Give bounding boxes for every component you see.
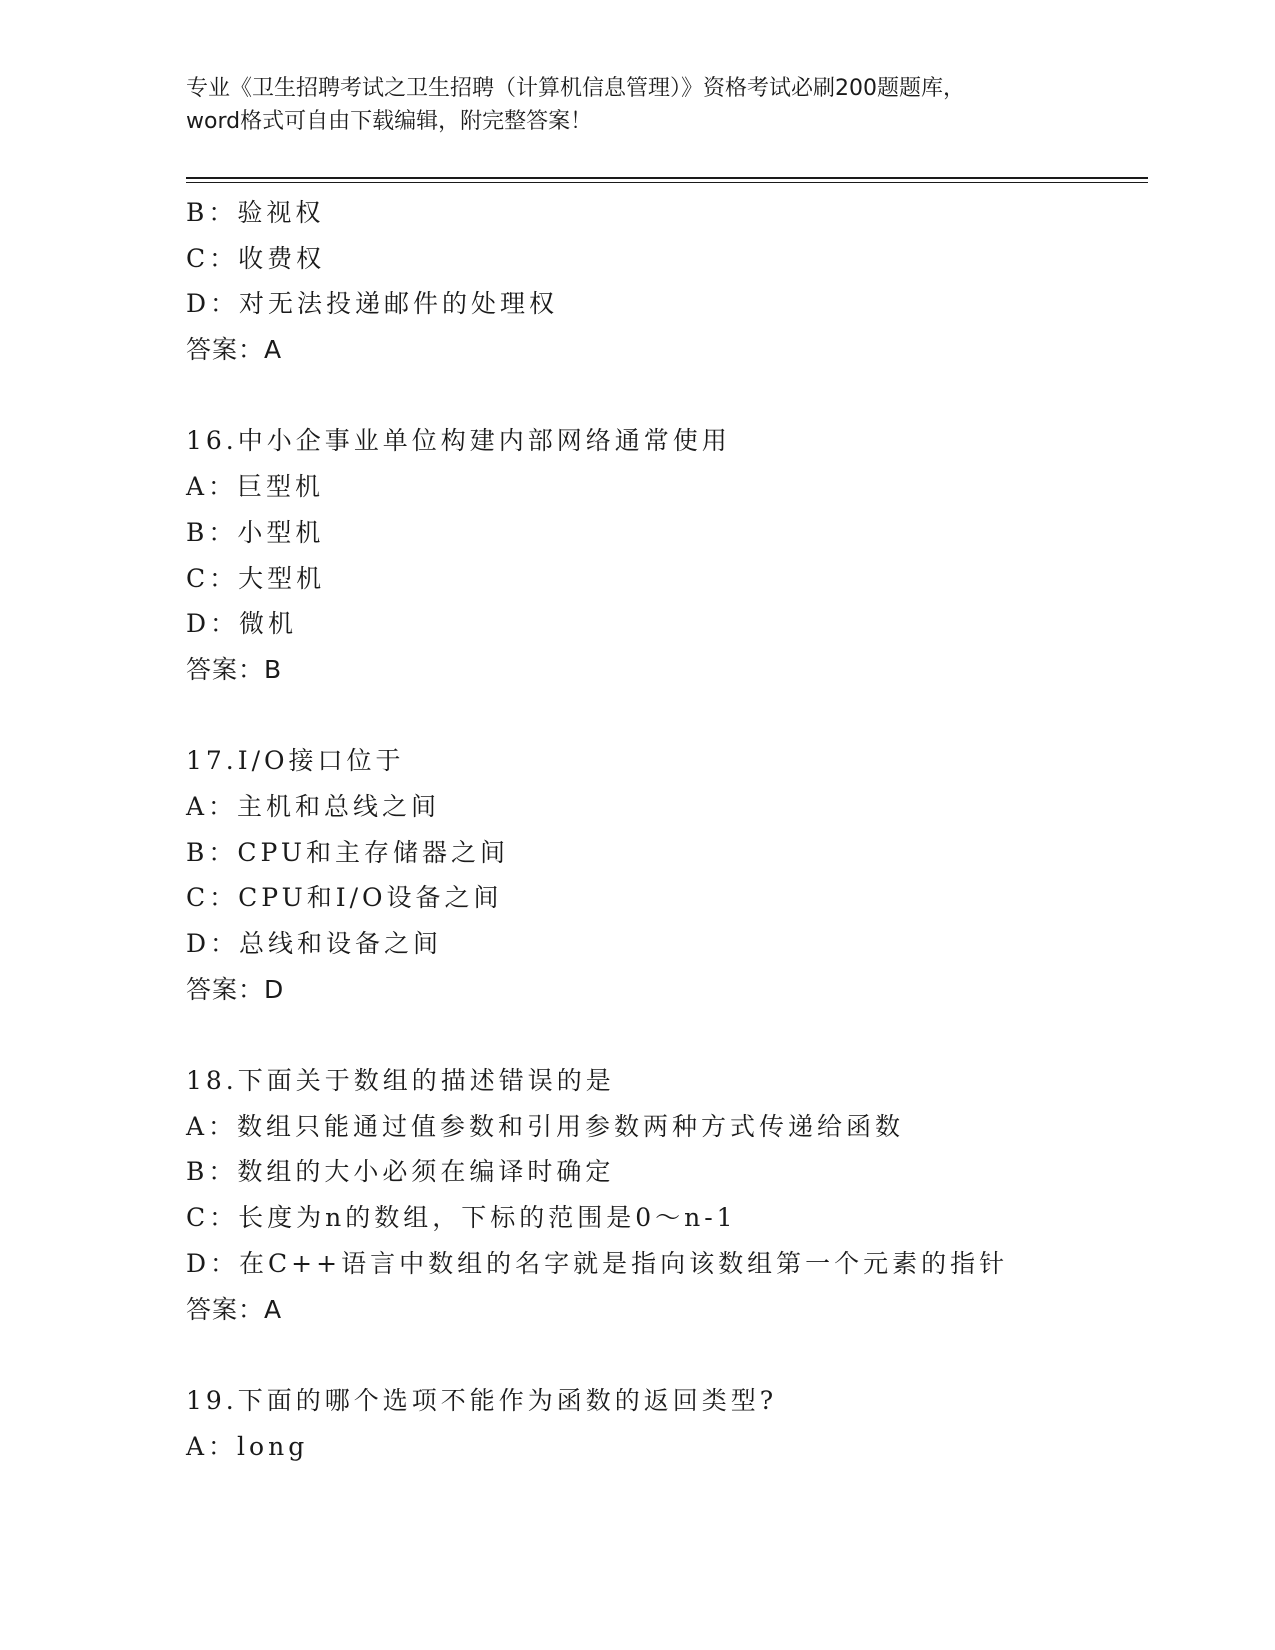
option-d: D：微机 [186, 609, 298, 639]
answer-line: 答案：B [186, 654, 283, 684]
option-d: D：总线和设备之间 [186, 929, 443, 958]
spacer [186, 693, 1146, 739]
spacer [186, 1332, 1146, 1378]
question-list [186, 190, 1146, 1469]
option-a: A：主机和总线之间 [186, 791, 441, 821]
spacer [186, 1012, 1146, 1058]
answer-line: 答案：A [186, 1294, 283, 1324]
answer-line: 答案：A [186, 335, 283, 365]
option-c: C：大型机 [186, 563, 326, 593]
question-stem: 19.下面的哪个选项不能作为函数的返回类型? [186, 1385, 778, 1415]
option-a: A：数组只能通过值参数和引用参数两种方式传递给函数 [186, 1111, 905, 1141]
question-stem: 17.I/O接口位于 [186, 746, 405, 776]
header-title-line-2: word格式可自由下载编辑，附完整答案！ [186, 109, 593, 134]
question-stem: 18.下面关于数组的描述错误的是 [186, 1066, 615, 1096]
answer-line: 答案：D [186, 974, 285, 1004]
option-c: C：长度为n的数组，下标的范围是0～n-1 [186, 1203, 737, 1233]
option-a: A：long [186, 1431, 309, 1461]
option-c: C：收费权 [186, 243, 326, 273]
option-b: B：验视权 [186, 198, 325, 227]
option-b: B：数组的大小必须在编译时确定 [186, 1157, 615, 1187]
option-b: B：CPU和主存储器之间 [186, 837, 509, 867]
spacer [186, 373, 1146, 419]
question-stem: 16.中小企事业单位构建内部网络通常使用 [186, 426, 731, 456]
option-d: D：在C++语言中数组的名字就是指向该数组第一个元素的指针 [186, 1248, 1009, 1278]
option-d: D：对无法投递邮件的处理权 [186, 289, 559, 319]
option-a: A：巨型机 [186, 472, 325, 502]
option-c: C：CPU和I/O设备之间 [186, 883, 503, 913]
option-b: B：小型机 [186, 517, 325, 547]
header-divider [186, 177, 1148, 183]
document-header [186, 72, 1146, 138]
header-title-line-1: 专业《卫生招聘考试之卫生招聘（计算机信息管理）》资格考试必刷200题题库， [186, 76, 965, 101]
